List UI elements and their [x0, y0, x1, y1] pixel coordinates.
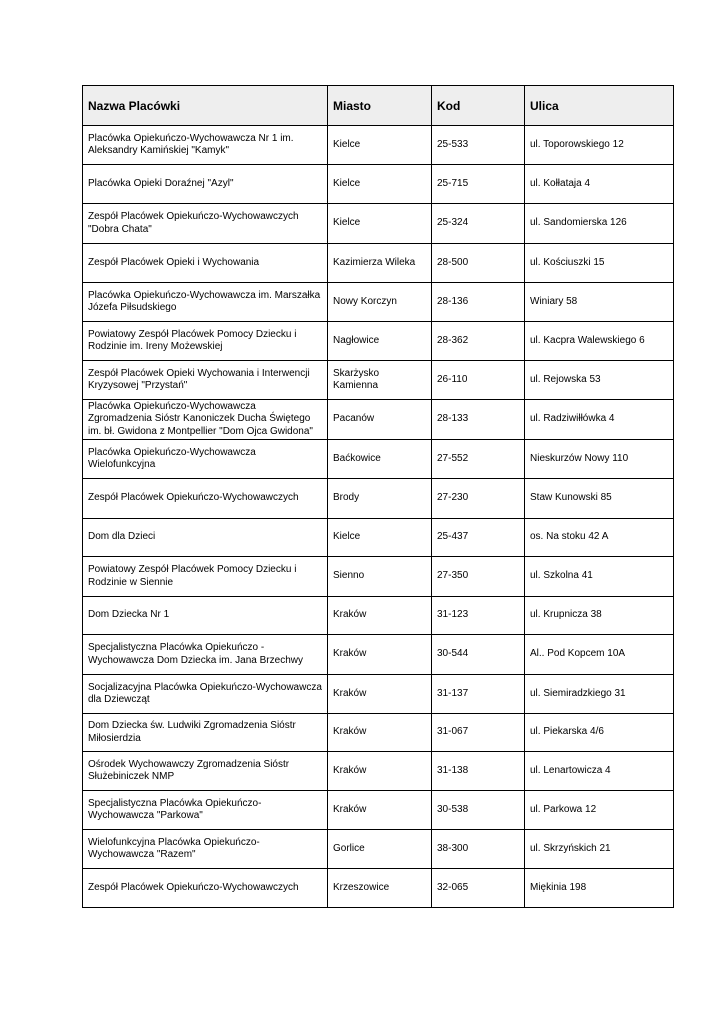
- cell-code: 30-544: [432, 635, 525, 675]
- cell-name: Dom dla Dzieci: [83, 519, 328, 557]
- cell-name: Zespół Placówek Opiekuńczo-Wychowawczych: [83, 479, 328, 519]
- cell-code: 28-500: [432, 244, 525, 283]
- cell-street: Staw Kunowski 85: [525, 479, 674, 519]
- table-row: [83, 752, 674, 791]
- cell-code: 27-552: [432, 440, 525, 479]
- cell-city: Kraków: [328, 675, 432, 714]
- cell-name: Socjalizacyjna Placówka Opiekuńczo-Wychowawcza dla Dziewcząt: [83, 675, 328, 714]
- header-city: Miasto: [328, 86, 432, 126]
- cell-name: Powiatowy Zespół Placówek Pomocy Dziecku i Rodzinie im. Ireny Możewskiej: [83, 322, 328, 361]
- cell-street: ul. Kościuszki 15: [525, 244, 674, 283]
- cell-code: 25-715: [432, 165, 525, 204]
- cell-street: ul. Radziwiłłówka 4: [525, 400, 674, 440]
- cell-city: Kraków: [328, 791, 432, 830]
- cell-street: Al.. Pod Kopcem 10A: [525, 635, 674, 675]
- cell-code: 30-538: [432, 791, 525, 830]
- cell-street: ul. Lenartowicza 4: [525, 752, 674, 791]
- cell-code: 28-362: [432, 322, 525, 361]
- cell-name: Ośrodek Wychowawczy Zgromadzenia Sióstr Służebiniczek NMP: [83, 752, 328, 791]
- cell-street: Nieskurzów Nowy 110: [525, 440, 674, 479]
- cell-name: Placówka Opiekuńczo-Wychowawcza Nr 1 im. Aleksandry Kamińskiej "Kamyk": [83, 126, 328, 165]
- cell-street: ul. Skrzyńskich 21: [525, 830, 674, 869]
- table-row: [83, 791, 674, 830]
- cell-street: ul. Krupnicza 38: [525, 597, 674, 635]
- cell-street: ul. Kacpra Walewskiego 6: [525, 322, 674, 361]
- cell-name: Zespół Placówek Opiekuńczo-Wychowawczych "Dobra Chata": [83, 204, 328, 244]
- cell-street: ul. Siemiradzkiego 31: [525, 675, 674, 714]
- cell-city: Kielce: [328, 204, 432, 244]
- cell-code: 25-324: [432, 204, 525, 244]
- table-row: [83, 635, 674, 675]
- table-row: [83, 869, 674, 908]
- cell-code: 28-133: [432, 400, 525, 440]
- table-row: [83, 714, 674, 752]
- cell-city: Kraków: [328, 635, 432, 675]
- header-name: Nazwa Placówki: [83, 86, 328, 126]
- table-row: [83, 361, 674, 400]
- cell-city: Gorlice: [328, 830, 432, 869]
- cell-name: Placówka Opieki Doraźnej "Azyl": [83, 165, 328, 204]
- cell-city: Kielce: [328, 519, 432, 557]
- cell-street: ul. Kołłataja 4: [525, 165, 674, 204]
- cell-street: ul. Piekarska 4/6: [525, 714, 674, 752]
- table-row: [83, 400, 674, 440]
- cell-name: Zespół Placówek Opieki Wychowania i Interwencji Kryzysowej "Przystań": [83, 361, 328, 400]
- header-street: Ulica: [525, 86, 674, 126]
- table-header: [83, 86, 674, 126]
- cell-city: Kielce: [328, 126, 432, 165]
- cell-city: Kraków: [328, 714, 432, 752]
- cell-name: Placówka Opiekuńczo-Wychowawcza Zgromadzenia Sióstr Kanoniczek Ducha Świętego im. bł. Gwidona z Montpellier "Dom Ojca Gwidona": [83, 400, 328, 440]
- cell-city: Krzeszowice: [328, 869, 432, 908]
- header-row: [83, 86, 674, 126]
- table-row: [83, 440, 674, 479]
- cell-code: 31-137: [432, 675, 525, 714]
- cell-name: Wielofunkcyjna Placówka Opiekuńczo-Wychowawcza "Razem": [83, 830, 328, 869]
- table-row: [83, 675, 674, 714]
- header-code: Kod: [432, 86, 525, 126]
- table-row: [83, 830, 674, 869]
- cell-city: Kielce: [328, 165, 432, 204]
- cell-code: 27-230: [432, 479, 525, 519]
- cell-code: 32-065: [432, 869, 525, 908]
- table-row: [83, 126, 674, 165]
- cell-street: Winiary 58: [525, 283, 674, 322]
- cell-city: Kraków: [328, 597, 432, 635]
- cell-code: 38-300: [432, 830, 525, 869]
- cell-street: os. Na stoku 42 A: [525, 519, 674, 557]
- cell-street: ul. Rejowska 53: [525, 361, 674, 400]
- table-row: [83, 557, 674, 597]
- cell-name: Dom Dziecka Nr 1: [83, 597, 328, 635]
- cell-code: 31-067: [432, 714, 525, 752]
- cell-city: Nagłowice: [328, 322, 432, 361]
- cell-street: ul. Toporowskiego 12: [525, 126, 674, 165]
- cell-street: ul. Parkowa 12: [525, 791, 674, 830]
- cell-street: ul. Sandomierska 126: [525, 204, 674, 244]
- cell-name: Powiatowy Zespół Placówek Pomocy Dziecku i Rodzinie w Siennie: [83, 557, 328, 597]
- cell-code: 31-123: [432, 597, 525, 635]
- cell-code: 27-350: [432, 557, 525, 597]
- cell-city: Kraków: [328, 752, 432, 791]
- cell-name: Zespół Placówek Opiekuńczo-Wychowawczych: [83, 869, 328, 908]
- facilities-table: [82, 85, 674, 908]
- cell-code: 25-533: [432, 126, 525, 165]
- table-row: [83, 283, 674, 322]
- cell-name: Placówka Opiekuńczo-Wychowawcza Wielofunkcyjna: [83, 440, 328, 479]
- cell-code: 25-437: [432, 519, 525, 557]
- cell-street: Miękinia 198: [525, 869, 674, 908]
- table-row: [83, 204, 674, 244]
- table-row: [83, 519, 674, 557]
- table-row: [83, 165, 674, 204]
- cell-code: 28-136: [432, 283, 525, 322]
- cell-city: Baćkowice: [328, 440, 432, 479]
- cell-code: 31-138: [432, 752, 525, 791]
- table-body: [83, 126, 674, 908]
- table-row: [83, 322, 674, 361]
- cell-street: ul. Szkolna 41: [525, 557, 674, 597]
- cell-city: Skarżysko Kamienna: [328, 361, 432, 400]
- cell-city: Pacanów: [328, 400, 432, 440]
- cell-code: 26-110: [432, 361, 525, 400]
- table-row: [83, 244, 674, 283]
- cell-city: Nowy Korczyn: [328, 283, 432, 322]
- cell-city: Brody: [328, 479, 432, 519]
- cell-name: Dom Dziecka św. Ludwiki Zgromadzenia Sióstr Miłosierdzia: [83, 714, 328, 752]
- cell-city: Sienno: [328, 557, 432, 597]
- cell-name: Specjalistyczna Placówka Opiekuńczo-Wychowawcza "Parkowa": [83, 791, 328, 830]
- cell-name: Specjalistyczna Placówka Opiekuńczo - Wychowawcza Dom Dziecka im. Jana Brzechwy: [83, 635, 328, 675]
- table-row: [83, 479, 674, 519]
- cell-city: Kazimierza Wileka: [328, 244, 432, 283]
- cell-name: Placówka Opiekuńczo-Wychowawcza im. Marszałka Józefa Piłsudskiego: [83, 283, 328, 322]
- cell-name: Zespół Placówek Opieki i Wychowania: [83, 244, 328, 283]
- table-row: [83, 597, 674, 635]
